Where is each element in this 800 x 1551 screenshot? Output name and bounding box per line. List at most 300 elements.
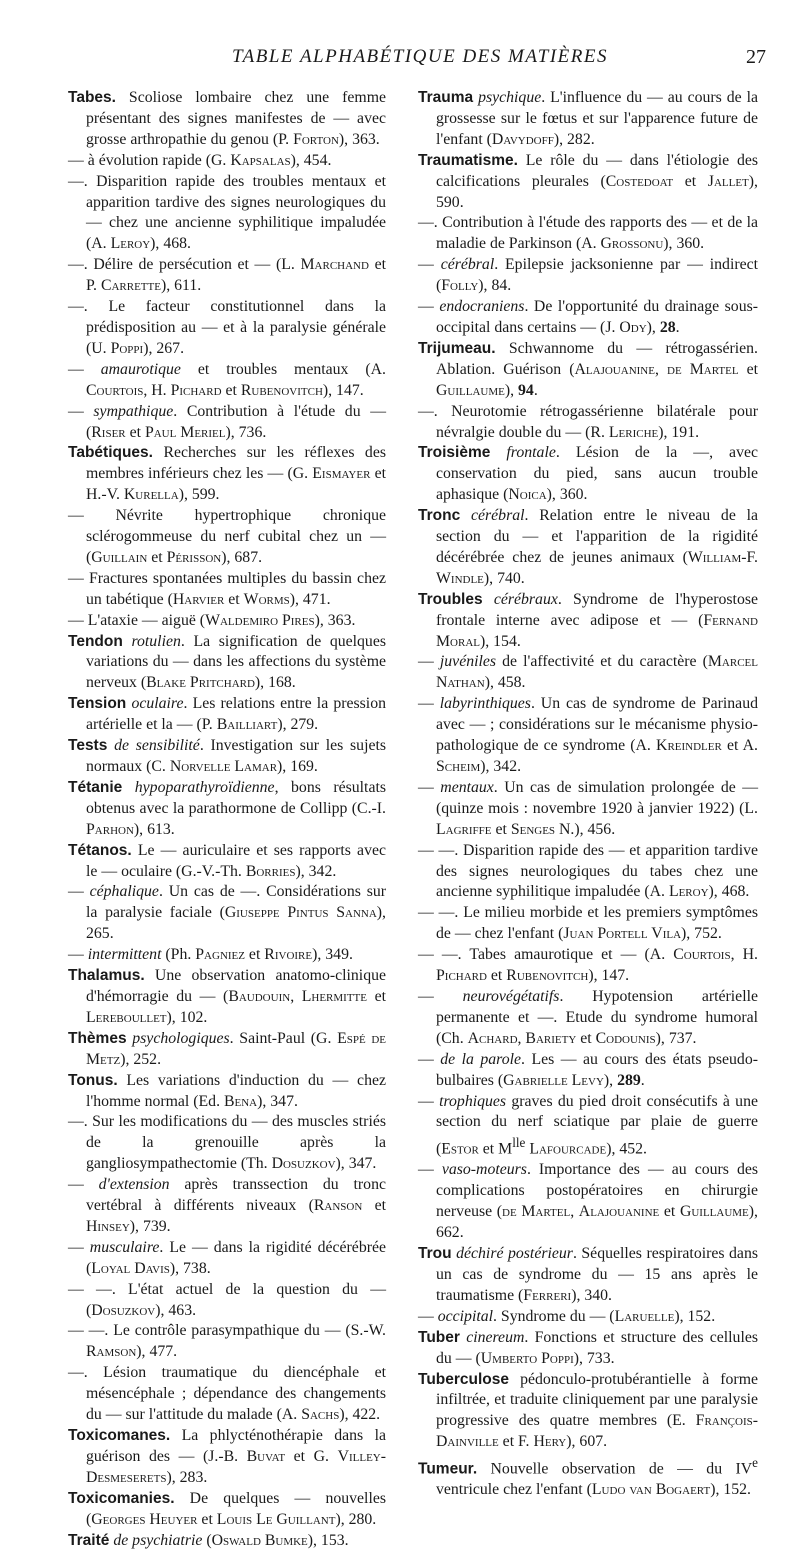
entry-text: ), 265. — [86, 904, 386, 943]
entry-text: . Syndrome de l'hyperostose frontale interne avec adipose et — ( — [436, 590, 758, 629]
index-entry — [68, 402, 386, 444]
entry-text: ), 662. — [436, 1203, 758, 1242]
index-entry — [68, 443, 386, 506]
entry-text: . Un cas de simulation prolongée de — (quinze mois : novembre 1920 à janvier 1922) (L. — [436, 778, 758, 817]
entry-text: ), 458. — [484, 674, 526, 692]
entry-text: . Epilepsie jacksonienne par — indirect ( — [436, 256, 759, 295]
entry-text: et — [367, 987, 386, 1005]
index-entry — [418, 694, 758, 778]
entry-author: Paul Meriel — [144, 423, 226, 441]
entry-author: Villey-Desmeserets — [86, 1447, 386, 1486]
entry-author: Kapsalas — [230, 151, 291, 169]
entry-page-bold: 28 — [659, 318, 676, 336]
entry-text: , H. — [143, 381, 171, 399]
entry-text: . — [640, 1071, 645, 1089]
entry-text: ), 363. — [338, 130, 380, 148]
superscript: e — [752, 1455, 758, 1471]
entry-text: ), 168. — [254, 674, 296, 692]
entry-author: Codounis — [595, 1029, 656, 1047]
entry-text: et — [576, 1029, 596, 1047]
entry-author: Scheim — [436, 758, 481, 775]
entry-text: et — [125, 423, 145, 441]
entry-text: et — [491, 820, 511, 838]
entry-text: — —. Le milieu morbide et les premiers symptômes de — chez l'enfant ( — [418, 904, 758, 943]
entry-author: Ferreri — [523, 1286, 572, 1304]
entry-author: Lafourcade — [529, 1140, 607, 1158]
entry-text: ), 360. — [546, 486, 588, 504]
index-entry — [418, 1307, 758, 1328]
entry-text: Une observation anatomo-clinique d'hémorragie du — ( — [86, 967, 386, 1005]
entry-author: Alajouanine — [578, 1203, 660, 1221]
index-column-left — [68, 88, 386, 1551]
entry-text: ), 733. — [573, 1349, 615, 1367]
entry-text — [483, 591, 494, 608]
entry-headword: Trauma — [418, 89, 474, 106]
index-entry — [68, 1238, 386, 1280]
entry-author: Blake Pritchard — [146, 674, 255, 692]
entry-subheading: amaurotique — [100, 360, 181, 378]
entry-subheading: rotulien — [131, 632, 181, 650]
entry-author: Espé de Metz — [86, 1029, 386, 1068]
entry-author: François-Dainville — [436, 1412, 758, 1451]
entry-headword: Tabétiques. — [68, 444, 153, 462]
entry-text: ), 342. — [295, 862, 337, 880]
entry-text: ), 154. — [480, 632, 521, 650]
entry-text — [490, 444, 506, 461]
entry-text: , — [290, 987, 302, 1005]
entry-subheading: labyrinthiques — [439, 695, 531, 713]
entry-author: Waldemiro Pires — [205, 611, 315, 629]
entry-headword: Troubles — [418, 590, 483, 608]
index-entry — [68, 297, 386, 360]
entry-headword: Trou — [418, 1245, 452, 1263]
entry-author: Rubenovitch — [506, 967, 589, 985]
entry-text: — — [68, 402, 94, 420]
entry-author: Fernand Moral — [436, 611, 758, 650]
entry-text: . De l'opportunité du drainage sous-occipital dans certains — (J. — [436, 298, 758, 336]
entry-headword: Tuberculose — [418, 1370, 510, 1388]
entry-headword: Traité — [68, 1531, 110, 1549]
index-entry — [68, 694, 386, 736]
index-entry — [418, 443, 758, 506]
entry-headword: Tronc — [418, 507, 461, 525]
index-entry — [418, 151, 758, 214]
entry-text: — — [418, 653, 440, 671]
entry-text: Nouvelle observation de — du IV — [477, 1460, 753, 1478]
entry-author: Louis Le Guillant — [216, 1510, 336, 1528]
entry-text: —. Le facteur constitutionnel dans la prédisposition au — et à la paralysie générale (U. — [68, 298, 386, 357]
entry-text: ), 740. — [483, 569, 525, 587]
entry-text: . Fonctions et structure des cellules du — ( — [436, 1328, 758, 1367]
entry-author: Harvier — [172, 590, 225, 608]
index-entry — [68, 611, 386, 632]
index-entry — [418, 590, 758, 653]
entry-text: ), 152. — [674, 1307, 716, 1325]
entry-headword: Trijumeau. — [418, 339, 496, 357]
entry-text: ), 736. — [225, 423, 267, 441]
entry-headword: Tests — [68, 737, 108, 755]
entry-subheading: sympathique — [93, 402, 174, 420]
entry-text: et — [673, 172, 708, 190]
entry-text: , — [570, 1203, 579, 1221]
entry-author: Kreindler — [656, 737, 722, 755]
entry-author: Dosuzkov — [271, 1155, 336, 1173]
entry-text: ), 463. — [155, 1301, 197, 1319]
entry-subheading: occipital — [437, 1307, 494, 1325]
entry-text: —. Neurotomie rétrogassérienne bilatérale pour névralgie double du — (R. — [418, 402, 758, 441]
entry-headword: Thèmes — [68, 1029, 127, 1047]
entry-author: Senges — [510, 820, 556, 838]
entry-subheading: déchiré postérieur — [456, 1245, 573, 1263]
entry-page-bold: 94 — [518, 381, 534, 399]
entry-author: Giuseppe Pintus Sanna — [224, 904, 377, 922]
entry-author: Guillaume — [679, 1203, 749, 1221]
entry-text: . Saint-Paul (G. — [229, 1029, 338, 1047]
entry-text: — — [68, 946, 88, 964]
index-entry — [418, 903, 758, 945]
entry-author: Guillain — [91, 548, 148, 566]
index-entry — [418, 402, 758, 444]
entry-text: et G. — [285, 1447, 338, 1465]
entry-headword: Traumatisme. — [418, 151, 518, 169]
index-entry — [418, 1244, 758, 1307]
index-entry — [68, 966, 386, 1029]
entry-text: ), 360. — [663, 235, 705, 253]
entry-text: . Contribution à l'étude du — ( — [86, 402, 386, 441]
index-entry — [68, 945, 386, 966]
entry-text: . Les relations entre la pression artérielle et la — (P. — [86, 695, 386, 734]
entry-headword: Toxicomanies. — [68, 1489, 175, 1507]
entry-author: Leroy — [110, 235, 151, 253]
entry-headword: Tuber — [418, 1328, 460, 1346]
index-entry — [68, 1280, 386, 1322]
entry-text: — — [418, 1050, 441, 1068]
entry-text: — —. Tabes amaurotique et — (A. — [418, 946, 674, 964]
entry-text: ), 267. — [143, 339, 185, 357]
entry-text: ), 279. — [277, 716, 319, 734]
entry-author: Borries — [245, 862, 296, 880]
entry-text: Le rôle du — dans l'étiologie des calcifications pleurales ( — [436, 151, 758, 190]
index-entry — [418, 778, 758, 841]
entry-subheading: trophiques — [439, 1092, 507, 1110]
entry-text: et — [224, 590, 244, 608]
entry-subheading: frontale — [506, 444, 556, 462]
entry-text: ), 468. — [150, 235, 191, 253]
index-entry — [68, 506, 386, 569]
index-entry — [68, 255, 386, 297]
entry-text: ), 340. — [571, 1286, 613, 1304]
index-entry — [68, 1426, 386, 1489]
entry-text: ), 252. — [120, 1050, 162, 1068]
entry-text: — Névrite hypertrophique chronique sclérogommeuse du nerf cubital chez un — ( — [68, 507, 386, 566]
entry-text: — — [418, 1161, 442, 1179]
entry-text: — Fractures spontanées multiples du bassin chez un tabétique ( — [68, 569, 386, 608]
entry-text: . Importance des — au cours des complications postopératoires en chirurgie nerveuse ( — [436, 1161, 759, 1221]
entry-author: Pichard — [436, 967, 487, 985]
entry-author: Périsson — [166, 548, 222, 566]
entry-text: ), 169. — [277, 758, 318, 775]
entry-subheading: musculaire — [89, 1238, 160, 1256]
entry-text: — —. L'état actuel de la question du — ( — [68, 1280, 386, 1319]
entry-text: Le — auriculaire et ses rapports avec le — oculaire (G.-V.-Th. — [86, 841, 386, 880]
entry-text: ), 147. — [588, 967, 630, 985]
entry-author: Marcel Nathan — [436, 653, 758, 692]
entry-subheading: cinereum — [466, 1328, 525, 1346]
entry-text: La phlycténothérapie dans la guérison des — (J.-B. — [86, 1427, 386, 1465]
entry-subheading: de la parole — [440, 1050, 522, 1068]
entry-author: Norvelle Lamar — [169, 758, 278, 775]
entry-text: et — [147, 548, 167, 566]
entry-author: Poppi — [110, 339, 144, 357]
entry-author: Juan Portell Vila — [563, 925, 682, 943]
entry-author: Davydoff — [491, 130, 554, 148]
entry-author: Georges Heuyer — [91, 1510, 198, 1528]
entry-text: . Un cas de —. Considérations sur la paralysie faciale ( — [86, 883, 387, 922]
entry-text: — — [418, 987, 463, 1005]
entry-text: ), — [603, 1071, 618, 1089]
entry-text: — —. Le contrôle parasympathique du — (S.-W. — [68, 1322, 386, 1340]
entry-author: Bariety — [525, 1029, 577, 1047]
entry-author: Guillaume — [436, 381, 505, 399]
entry-text: De quelques — nouvelles ( — [86, 1489, 386, 1528]
entry-text: Schwannome du — rétrogassérien. Ablation. Guérison ( — [436, 339, 758, 378]
entry-author: Ody — [619, 318, 647, 336]
entry-author: Ramson — [86, 1343, 137, 1361]
entry-text: . Hypotension artérielle permanente et —. Etude du syndrome humoral (Ch. — [436, 987, 758, 1047]
entry-author: Pagniez — [195, 946, 245, 964]
entry-text: ventricule chez l'enfant ( — [436, 1481, 592, 1499]
entry-text: , — [517, 1029, 526, 1047]
entry-text: — — [418, 1307, 438, 1325]
entry-text: ), 599. — [178, 486, 220, 504]
entry-text: ), 422. — [339, 1406, 381, 1424]
entry-text: et A. — [721, 737, 758, 755]
entry-subheading: cérébraux — [493, 590, 558, 608]
entry-text: — — [418, 695, 440, 713]
index-entry — [68, 882, 386, 945]
entry-text: . L'influence du — au cours de la grossesse sur le fœtus et sur l'apparence future de l'enfant ( — [436, 89, 759, 148]
index-entry — [418, 297, 758, 339]
entry-author: de Martel — [502, 1203, 571, 1221]
entry-text: pédonculo-protubérantielle à forme infiltrée, et traduite cliniquement par une paralysie progressive des quatre membres (E. — [436, 1370, 758, 1430]
entry-text: ), 738. — [169, 1259, 211, 1277]
entry-author: Baudouin — [228, 987, 291, 1005]
index-entry — [68, 569, 386, 611]
index-entry — [418, 1370, 758, 1454]
entry-author: Noica — [508, 486, 547, 504]
entry-author: Bailliart — [216, 716, 278, 734]
entry-page-bold: 289 — [617, 1071, 641, 1089]
entry-author: Marchand — [300, 256, 369, 274]
entry-author: Carrette — [100, 277, 161, 295]
entry-text: et M — [478, 1140, 513, 1158]
entry-subheading: de sensibilité — [114, 737, 200, 755]
index-entry — [68, 1071, 386, 1113]
entry-headword: Tendon — [68, 632, 123, 650]
index-entry — [68, 736, 386, 778]
entry-text: —. Sur les modifications du — des muscles striés de la grenouille après la gangliosympathectomie (Th. — [68, 1113, 386, 1173]
entry-author: Oswald Bumke — [211, 1531, 308, 1549]
entry-headword: Tétanos. — [68, 841, 132, 859]
entry-text: ), 452. — [606, 1140, 648, 1158]
entry-author: Estor — [441, 1140, 479, 1158]
index-entry — [418, 1328, 758, 1370]
entry-author: Lagriffe — [436, 820, 492, 838]
entry-text: après transsection du tronc vertébral à différents niveaux ( — [86, 1176, 386, 1215]
entry-text: ), 191. — [658, 423, 700, 441]
entry-text: ), 468. — [708, 883, 750, 901]
index-entry — [68, 151, 386, 172]
index-entry — [418, 339, 758, 402]
entry-text: , — [654, 360, 667, 378]
entry-text: . La signification de quelques variations du — dans les affections du système nerveux ( — [86, 632, 386, 692]
entry-text: ), 347. — [335, 1155, 377, 1173]
index-entry — [418, 652, 758, 694]
entry-subheading: d'extension — [98, 1176, 170, 1194]
entry-text: et — [362, 1197, 386, 1215]
index-entry — [68, 1321, 386, 1363]
entry-subheading: céphalique — [89, 883, 159, 901]
entry-subheading: intermittent — [87, 946, 162, 964]
index-entry — [68, 632, 386, 695]
entry-text: ), 752. — [681, 925, 722, 943]
entry-headword: Thalamus. — [68, 967, 145, 985]
entry-text: ), 347. — [257, 1092, 298, 1110]
index-entry — [68, 841, 386, 883]
entry-subheading: mentaux — [440, 778, 494, 796]
entry-author: Ludo van Bogaert — [591, 1481, 711, 1499]
entry-author: Alajouanine — [574, 360, 655, 378]
entry-author: Leroy — [668, 883, 709, 901]
entry-author: Sachs — [301, 1406, 340, 1424]
entry-subheading: cérébral — [470, 507, 525, 525]
index-entry — [68, 778, 386, 841]
entry-text: — à évolution rapide (G. — [68, 151, 231, 169]
entry-author: Eismayer — [312, 465, 371, 483]
entry-text: et — [244, 946, 265, 964]
entry-author: Courtois — [673, 946, 731, 964]
entry-author: Pichard — [170, 381, 222, 399]
index-entry — [418, 1050, 758, 1092]
entry-author: Costedoat — [605, 172, 674, 190]
entry-text: et — [738, 360, 758, 378]
entry-author: Bena — [223, 1092, 258, 1110]
index-entry — [418, 945, 758, 987]
entry-text: — — [418, 256, 441, 274]
index-entry — [418, 987, 758, 1050]
entry-text: — — [68, 883, 90, 901]
entry-text: Les variations d'induction du — chez l'homme normal (Ed. — [86, 1071, 386, 1110]
entry-text: . — [675, 318, 680, 336]
entry-text: Scoliose lombaire chez une femme présentant des signes manifestes de — avec grosse arthropathie du genou (P. — [86, 89, 386, 148]
entry-text: — — [68, 1238, 90, 1256]
entry-text: . — [533, 381, 538, 399]
entry-text: ), 342. — [480, 758, 522, 775]
index-entry — [418, 506, 758, 590]
entry-text: et F. — [498, 1433, 534, 1451]
index-column-right — [418, 88, 758, 1501]
entry-text: ), 102. — [166, 1008, 208, 1026]
entry-text: —. Disparition rapide des troubles mentaux et apparition tardive des signes neurologiques du — chez une ancienne syphilitique impaludée (A. — [68, 172, 386, 253]
index-entry — [418, 1453, 758, 1501]
index-entry — [68, 1531, 386, 1551]
entry-author: Parhon — [86, 820, 134, 838]
entry-subheading: de psychiatrie — [113, 1531, 203, 1549]
index-entry — [418, 1092, 758, 1161]
entry-subheading: oculaire — [131, 695, 184, 713]
entry-text: , bons résultats obtenus avec la parathormone de Collipp (C.-I. — [86, 778, 386, 817]
entry-headword: Toxicomanes. — [68, 1427, 171, 1444]
entry-text: ), 153. — [307, 1531, 349, 1549]
index-entry — [68, 360, 386, 402]
entry-text: (Ph. — [161, 946, 196, 964]
entry-text: —. Délire de persécution et — (L. — [68, 256, 301, 274]
entry-subheading: vaso-moteurs — [441, 1161, 527, 1179]
entry-subheading: psychologiques — [132, 1029, 230, 1047]
entry-text: et — [221, 381, 241, 399]
entry-text: ), 280. — [335, 1510, 377, 1528]
entry-author: Kurella — [123, 486, 179, 504]
entry-author: Grossonu — [600, 235, 664, 253]
entry-text: et — [197, 1510, 217, 1528]
entry-author: Leriche — [608, 423, 659, 441]
entry-text: ), 471. — [289, 590, 331, 608]
entry-author: Jallet — [707, 172, 749, 190]
entry-author: Hinsey — [86, 1217, 130, 1235]
entry-text — [122, 779, 135, 796]
entry-text: graves du pied droit consécutifs à une section du nerf sciatique par plaie de guerre ( — [436, 1092, 758, 1158]
entry-subheading: juvéniles — [439, 653, 497, 671]
entry-subheading: psychique — [478, 89, 542, 106]
entry-text: ), 283. — [166, 1468, 208, 1486]
entry-text: . Les — au cours des états pseudo-bulbaires ( — [436, 1050, 758, 1089]
index-entry — [68, 1112, 386, 1175]
entry-author: Rubenovitch — [240, 381, 323, 399]
index-entry — [68, 1489, 386, 1531]
entry-author: de Martel — [667, 360, 739, 378]
index-entry — [68, 88, 386, 151]
entry-text: ), 590. — [436, 172, 758, 211]
entry-text: ), 687. — [221, 548, 263, 566]
entry-author: Achard — [467, 1029, 518, 1047]
entry-text: — — [68, 360, 101, 378]
entry-author: Folly — [441, 277, 479, 295]
entry-text: ), 282. — [553, 130, 595, 148]
entry-subheading: endocraniens — [439, 298, 525, 316]
entry-headword: Tétanie — [68, 778, 123, 796]
entry-text: Recherches sur les réflexes des membres inférieurs chez les — (G. — [86, 444, 386, 483]
entry-author: Worms — [243, 590, 290, 608]
entry-text: — L'ataxie — aiguë ( — [68, 611, 206, 629]
entry-text: ), 737. — [655, 1029, 697, 1047]
index-entry — [68, 1029, 386, 1071]
entry-text: ), 477. — [136, 1343, 178, 1361]
entry-text: ), 613. — [133, 820, 175, 838]
entry-text: , H. — [730, 946, 758, 964]
entry-author: Lhermitte — [301, 987, 367, 1005]
entry-author: Gabrielle Levy — [503, 1071, 604, 1089]
index-entry — [418, 255, 758, 297]
entry-text: . Lésion de la —, avec conservation du pied, sans aucun trouble aphasique ( — [436, 444, 758, 504]
entry-text: et troubles mentaux (A. — [180, 360, 386, 378]
entry-headword: Troisième — [418, 444, 491, 462]
entry-text: ), 607. — [566, 1433, 608, 1451]
entry-text: ), 611. — [160, 277, 202, 295]
entry-text: —. Lésion traumatique du diencéphale et mésencéphale ; dépendance des changements du — sur l'attitude du malade (A. — [68, 1364, 386, 1424]
entry-headword: Tonus. — [68, 1071, 118, 1089]
entry-text: de l'affectivité et du caractère ( — [496, 653, 708, 671]
index-entry — [418, 841, 758, 904]
